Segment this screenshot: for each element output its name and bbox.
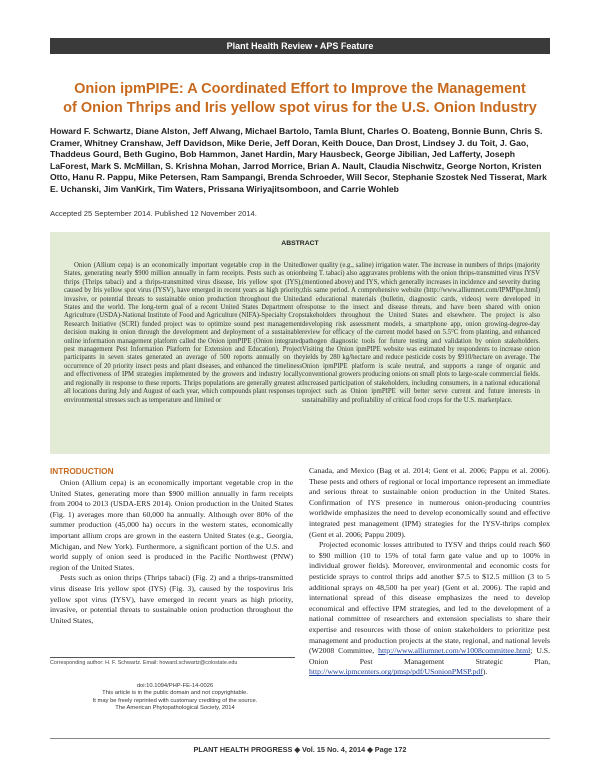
introduction-heading: INTRODUCTION: [50, 466, 114, 476]
left-column: [50, 478, 293, 626]
intro-paragraph-3: Canada, and Mexico (Bag et al. 2014; Gent et al. 2006; Pappu et al. 2006). These pests and others of regional or local importance represent an immediate and serious threat to sustainable onion production in the United States. Confirmation of IYS presence in numerous onion-producing countries worldwide emphasizes the need to develop economically sound and effective integrated pest management (IPM) strategies for the IYSV-thrips complex (Gent et al. 2006; Pappu 2009).: [309, 466, 550, 539]
footer-divider: [50, 738, 550, 739]
paragraph-4-end: ).: [482, 667, 488, 677]
legal-notice: [70, 683, 280, 713]
copyright-notice: The American Phytopathological Society, 2014: [115, 705, 235, 712]
paragraph-4-text: Projected economic losses attributed to IYSV and thrips could reach $60 to $90 million (10 to 15% of total farm gate value and up to 100% in individual grower fields). Moreover, environmental and economic costs for pesticide sprays to control thrips add another $7.5 to $12.5 million (3 to 5 additional sprays on 48,500 ha per year) (Gent et al. 2006). The rapid and international spread of this disease emphasizes the need to develop economical and effective IPM strategies, and led to the development of a national committee of researchers and extension specialists to share their expertise and resources with those of onion stakeholders to prioritize pest management and production projects at the state, regional, and national levels (W2008 Committee,: [309, 540, 550, 656]
abstract-box: [50, 232, 550, 454]
paragraph-4-mid: ; U.S. Onion Pest Management Strategic Plan,: [309, 646, 550, 666]
article-title: [40, 80, 560, 118]
corresponding-author: Corresponding author: H. F. Schwartz. Email: howard.schwartz@colostate.edu: [50, 657, 295, 666]
abstract-right-text: lower quality (e.g., saline) irrigation water. The increase in numbers of thrips (majority being T. tabaci) also aggravates problems with the onion thrips-transmitted virus IYSV (mentioned above) and IYS, which generally increases in incidence and severity during this same period. A comprehensive website (http://www.alliumnet.com/IPMPipe.html) and educational materials (bulletin, diagnostic cards, videos) were developed in response to the insect and disease threats, and have been shared with onion stakeholders throughout the United States and elsewhere. The project is also developing risk assessment models, a smartphone app, onion growing-degree-day review for efficacy of the current model based on 5.5°C from planting, and enhanced pathogen diagnostic tools for future testing and validation by onion stakeholders. Visiting the Onion ipmPIPE website was estimated by respondents to increase onion yields by 280 kg/hectare and reduce pesticide costs by $910/hectare on average. The Onion ipmPIPE platform is scale neutral, and supports a range of organic and conventional growers producing onions on small plots to large-scale commercial fields. Increased participation of stakeholders, including consumers, in a national educational project such as Onion ipmPIPE will better serve current and future interests in sustainability and profitability of critical food crops for the U.S. marketplace.: [302, 262, 540, 404]
abstract-right-column: [302, 262, 540, 405]
reprint-notice: It may be freely reprinted with customary crediting of the source.: [92, 697, 258, 704]
intro-paragraph-2: Pests such as onion thrips (Thrips tabaci) (Fig. 2) and a thrips-transmitted virus disease Iris yellow spot (IYS) (Fig. 3), caused by the tospovirus Iris yellow spot virus (IYSV), have emerged in recent years as high priority, invasive, or potential threats to sustainable onion production throughout the United States,: [50, 573, 293, 625]
right-column: [309, 466, 550, 678]
journal-banner: Plant Health Review • APS Feature: [50, 38, 550, 54]
author-list: Howard F. Schwartz, Diane Alston, Jeff Alwang, Michael Bartolo, Tamla Blunt, Charles O. Boateng, Bonnie Bunn, Chris S. Cramer, Whitney Cranshaw, Jeff Davidson, Mike Derie, Jeff Doran, Keith Douce, Dan Drost, Lindsey J. du Toit, J. Gao, Thaddeus Gourd, Beth Gugino, Bob Hammon, Janet Hardin, Mary Hausbeck, George Jibilian, Jed Lafferty, Joseph LaForest, Mark S. McMillan, S. Krishna Mohan, Jarrod Morrice, Brian A. Nault, Claudia Nischwitz, George Norton, Kristen Otto, Hanu R. Pappu, Mike Petersen, Ram Sampangi, Brenda Schroeder, Will Secor, Stephanie Szostek Ned Tisserat, Mark E. Uchanski, Jim VanKirk, Tim Waters, Prissana Wiriyajitsomboon, and Carrie Wohleb: [50, 126, 547, 194]
onion-pmsp-link[interactable]: http://www.ipmcenters.org/pmsp/pdf/USonionPMSP.pdf: [309, 667, 483, 677]
intro-paragraph-1: Onion (Allium cepa) is an economically important vegetable crop in the United States, generating more than $900 million annually in farm receipts from 2004 to 2013 (USDA-ERS 2014). Onion production in the United States (Fig. 1) averages more than 60,000 ha annually. Although over 80% of the summer production (45,000 ha) occurs in the western states, economically important allium crops are grown in the eastern United States (e.g., Georgia, Michigan, and New York). Furthermore, a significant portion of the U.S. and world supply of onion seed is produced in the Pacific Northwest (PNW) region of the United States.: [50, 478, 293, 572]
intro-paragraph-4: [309, 540, 550, 678]
doi: doi:10.1094/PHP-FE-14-0026: [136, 683, 214, 689]
page-footer: PLANT HEALTH PROGRESS ◆ Vol. 15 No. 4, 2014 ◆ Page 172: [193, 745, 407, 754]
title-line-1: Onion ipmPIPE: A Coordinated Effort to Improve the Management: [74, 81, 526, 97]
abstract-heading: ABSTRACT: [281, 240, 319, 247]
abstract-left-column: [64, 262, 302, 405]
public-domain-notice: This article is in the public domain and not copyrightable.: [102, 690, 248, 697]
title-line-2: of Onion Thrips and Iris yellow spot virus for the U.S. Onion Industry: [63, 100, 537, 116]
abstract-left-text: Onion (Allium cepa) is an economically important vegetable crop in the United States, generating nearly $900 million annually in farm receipts. Pests such as onion thrips (Thrips tabaci) and a thrips-transmitted virus disease, Iris yellow spot (IYS), caused by Iris yellow spot virus (IYSV), have emerged in recent years as high priority, invasive, or potential threats to sustainable onion production throughout the United States and the world. The long-term goal of a recent United States Department of Agriculture (USDA)-National Institute of Food and Agriculture (NIFA)-Specialty Crop Research Initiative (SCRI) funded project was to optimize sound pest management decision making in onion through the development and deployment of a sustainable online information management platform called the Onion ipmPIPE (Onion integrated pest management Pest Information Platform for Extension and Education). Project participants in seven states generated an average of 500 reports annually on the occurrence of 20 priority insect pests and plant diseases, and enhanced the timeliness and effectiveness of IPM strategies implemented by the growers and industry locally and regionally in response to these reports. Thrips populations are generally greatest at all locations during July and August of each year, which compounds plant responses to environmental stresses such as temperature and limited or: [64, 262, 302, 404]
w1008-committee-link[interactable]: http://www.alliumnet.com/w1008committee.html: [378, 646, 531, 656]
publication-dates: Accepted 25 September 2014. Published 12 November 2014.: [50, 209, 257, 218]
